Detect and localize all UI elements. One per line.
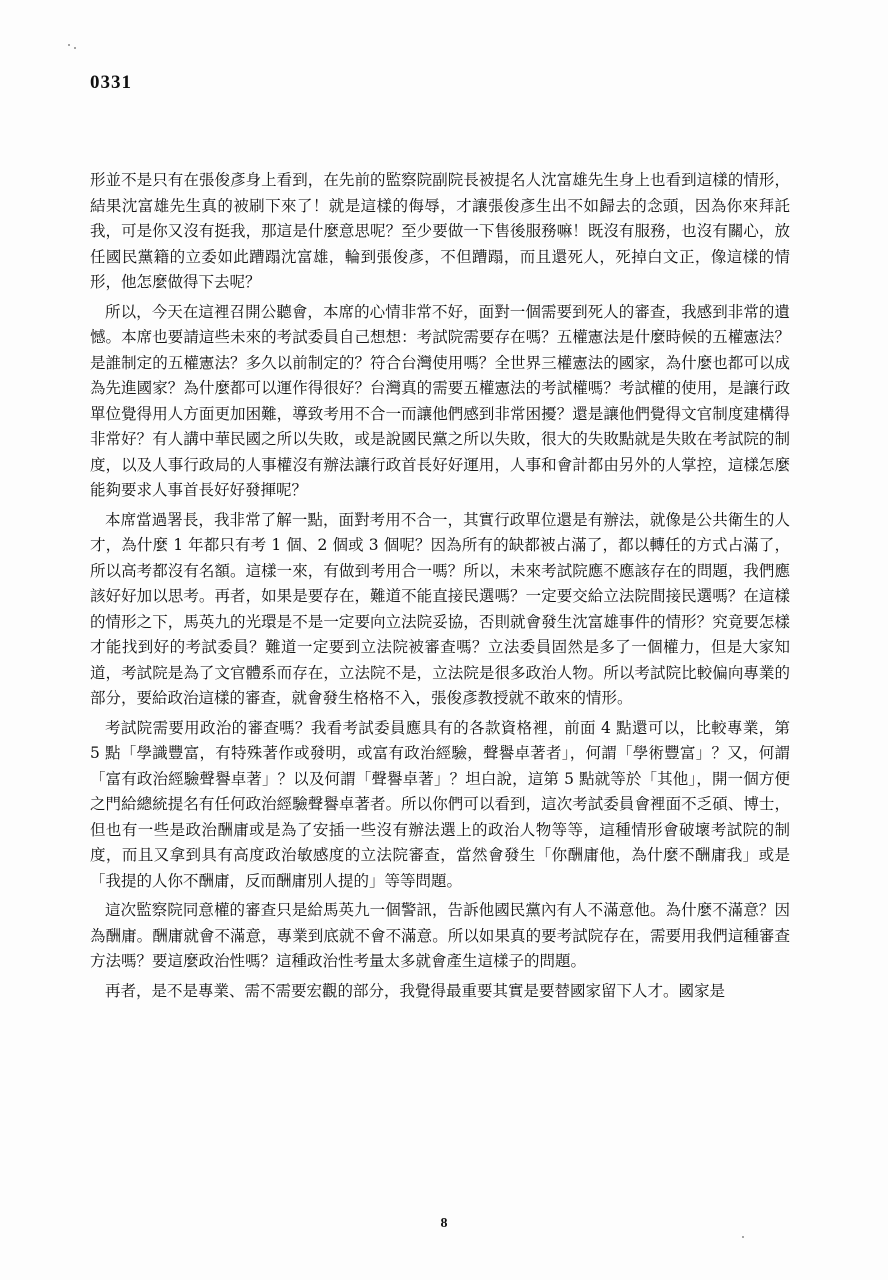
- paragraph-3: 本席當過署長，我非常了解一點，面對考用不合一，其實行政單位還是有辦法，就像是公共衛生的人才，為什麼 1 年都只有考 1 個、2 個或 3 個呢？因為所有的缺都被占滿了，都以轉任的方式占滿了，所以高考都沒有名額。這樣一來，有做到考用合一嗎？所以，未來考試院應不應該存在的問題，我們應該好好加以思考。再者，如果是要存在，難道不能直接民選嗎？一定要交給立法院間接民選嗎？在這樣的情形之下，馬英九的光環是不是一定要向立法院妥協，否則就會發生沈富雄事件的情形？究竟要怎樣才能找到好的考試委員？難道一定要到立法院被審查嗎？立法委員固然是多了一個權力，但是大家知道，考試院是為了文官體系而存在，立法院不是，立法院是很多政治人物。所以考試院比較偏向專業的部分，要給政治這樣的審查，就會發生格格不入，張俊彥教授就不敢來的情形。: [90, 510, 790, 707]
- paragraph-1: 形並不是只有在張俊彥身上看到，在先前的監察院副院長被提名人沈富雄先生身上也看到這樣的情形，結果沈富雄先生真的被刷下來了！就是這樣的侮辱，才讓張俊彥生出不如歸去的念頭，因為你來拜託我，可是你又沒有挺我，那這是什麼意思呢？至少要做一下售後服務嘛！既沒有服務，也沒有關心，放任國民黨籍的立委如此蹧蹋沈富雄，輪到張俊彥，不但蹧蹋，而且還死人，死掉白文正，像這樣的情形，他怎麼做得下去呢？: [90, 171, 790, 291]
- page-number: 8: [440, 1216, 448, 1231]
- scan-speck: [68, 44, 70, 46]
- body-text: [90, 168, 790, 1004]
- paragraph-5: 這次監察院同意權的審查只是給馬英九一個警訊，告訴他國民黨內有人不滿意他。為什麼不滿意？因為酬庸。酬庸就會不滿意，專業到底就不會不滿意。所以如果真的要考試院存在，需要用我們這種審查方法嗎？要這麼政治性嗎？這種政治性考量太多就會產生這樣子的問題。: [90, 901, 790, 970]
- scan-speck: [742, 1236, 744, 1238]
- scan-speck: [74, 47, 76, 49]
- document-id: 0331: [90, 72, 132, 93]
- paragraph-4: 考試院需要用政治的審查嗎？我看考試委員應具有的各款資格裡，前面 4 點還可以，比較專業，第 5 點「學識豐富，有特殊著作或發明，或富有政治經驗，聲譽卓著者」，何謂「學術豐富」？又，何謂「富有政治經驗聲譽卓著」？以及何謂「聲譽卓著」？坦白說，這第 5 點就等於「其他」，開一個方便之門給總統提名有任何政治經驗聲譽卓著者。所以你們可以看到，這次考試委員會裡面不乏碩、博士，但也有一些是政治酬庸或是為了安插一些沒有辦法選上的政治人物等等，這種情形會破壞考試院的制度，而且又拿到具有高度政治敏感度的立法院審查，當然會發生「你酬庸他，為什麼不酬庸我」或是「我提的人你不酬庸，反而酬庸別人提的」等等問題。: [90, 718, 790, 890]
- paragraph-6: 再者，是不是專業、需不需要宏觀的部分，我覺得最重要其實是要替國家留下人才。國家是: [105, 981, 726, 1000]
- paragraph-2: 所以，今天在這裡召開公聽會，本席的心情非常不好，面對一個需要到死人的審查，我感到非常的遺憾。本席也要請這些未來的考試委員自己想想：考試院需要存在嗎？五權憲法是什麼時候的五權憲法？是誰制定的五權憲法？多久以前制定的？符合台灣使用嗎？全世界三權憲法的國家，為什麼也都可以成為先進國家？為什麼都可以運作得很好？台灣真的需要五權憲法的考試權嗎？考試權的使用，是讓行政單位覺得用人方面更加困難，導致考用不合一而讓他們感到非常困擾？還是讓他們覺得文官制度建構得非常好？有人講中華民國之所以失敗，或是說國民黨之所以失敗，很大的失敗點就是失敗在考試院的制度，以及人事行政局的人事權沒有辦法讓行政首長好好運用，人事和會計都由另外的人掌控，這樣怎麼能夠要求人事首長好好發揮呢？: [90, 302, 790, 499]
